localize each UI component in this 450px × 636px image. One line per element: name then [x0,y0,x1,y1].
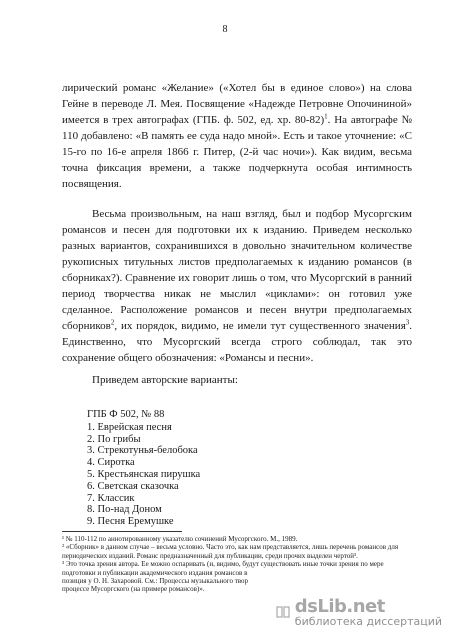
footnotes [62,535,414,594]
text-segment: Весьма произвольным, на наш взгляд, был и подбор Мусоргским романсов и песен для подготовки их к изданию. Приведем несколько разных вариантов, сохранившихся в довольно значительном количестве рукописных титульных листов предполагаемых к изданию романсов (в сборниках?). Сравнение их говорит лишь о том, что Мусоргский в ранний период творчества никак не мыслил «циклами»: он готовил уже сделанное. Расположение романсов и песен внутри предполагаемых сборников [62,208,412,332]
list-item: 8. По-над Доном [87,504,162,516]
list-heading: ГПБ Ф 502, № 88 [87,409,165,420]
main-text [62,80,412,388]
footnote-ref-1[interactable]: 1 [324,112,328,121]
list-item: 2. По грибы [87,433,141,445]
footnote-2: ² «Сборник» в данном случае – весьма условно. Часто это, как нам представляется, лишь перечень романсов для периодических изданий. Романс предназначенный для публикации, среди прочих выделен чертой³. [62,543,399,560]
list-item: 7. Классик [87,492,135,504]
footnote-3-cont: процессе Мусоргского (на примере романсов)». [62,585,205,594]
text-segment: , их порядок, видимо, не имели тут существенного значения [114,320,406,332]
paragraph-2 [62,206,412,366]
text-segment: лирический романс «Желание» («Хотел бы в единое слово») на слова Гейне в переводе Л. Мея. Посвящение «Надежде Петровне Опочининой» имеется в трех автографах (ГПБ. ф. 502, ед. хр. 80-82) [62,82,412,126]
paragraph-1 [62,80,412,192]
footnote-ref-3[interactable]: 3 [405,318,410,327]
footnote-3-cont: позиция у О. Н. Захаровой. См.: Процессы музыкального твор [62,577,249,586]
text-segment: . На автографе № 110 добавлено: «В память ее суда надо мной». Есть и такое уточнение: «С 15-го по 16-е апреля 1866 г. Питер, (2-й час ночи»). Как видим, весьма точна фиксация времени, а также подчеркнута особая интимность посвящения. [62,114,412,190]
footnote-divider [62,531,182,532]
list-item: 4. Сиротка [87,457,135,469]
paragraph-3 [62,372,412,388]
romance-list [87,409,200,528]
list-item: 6. Светская сказочка [87,480,179,492]
book-icon [275,604,291,620]
footnote-ref-2[interactable]: 2 [110,318,115,327]
list-item: 5. Крестьянская пирушка [87,468,201,480]
page-number: 8 [222,24,228,35]
watermark-brand: dsLib.net [294,596,385,617]
text-segment: . Единственно, что Мусоргский всегда строго соблюдал, так это сохранение общего обозначения: «Романсы и песни». [62,320,412,364]
list-item: 3. Стрекотунья-белобока [87,445,198,457]
watermark-tagline: библиотека диссертаций [294,615,442,628]
footnote-3: ³ Это точка зрения автора. Ее можно оспаривать (и, видимо, будут существовать иные точки зрения по мере подготовки и публикации академического издания романсов в [62,560,384,577]
list-item: 9. Песня Еремушке [87,516,174,528]
list-item: 1. Еврейская песня [87,421,172,433]
footnote-1: ¹ № 110-112 по аннотированному указателю сочинений Мусоргского. М., 1989. [62,535,298,543]
text-segment: Приведем авторские варианты: [92,374,238,386]
watermark[interactable] [275,594,442,630]
